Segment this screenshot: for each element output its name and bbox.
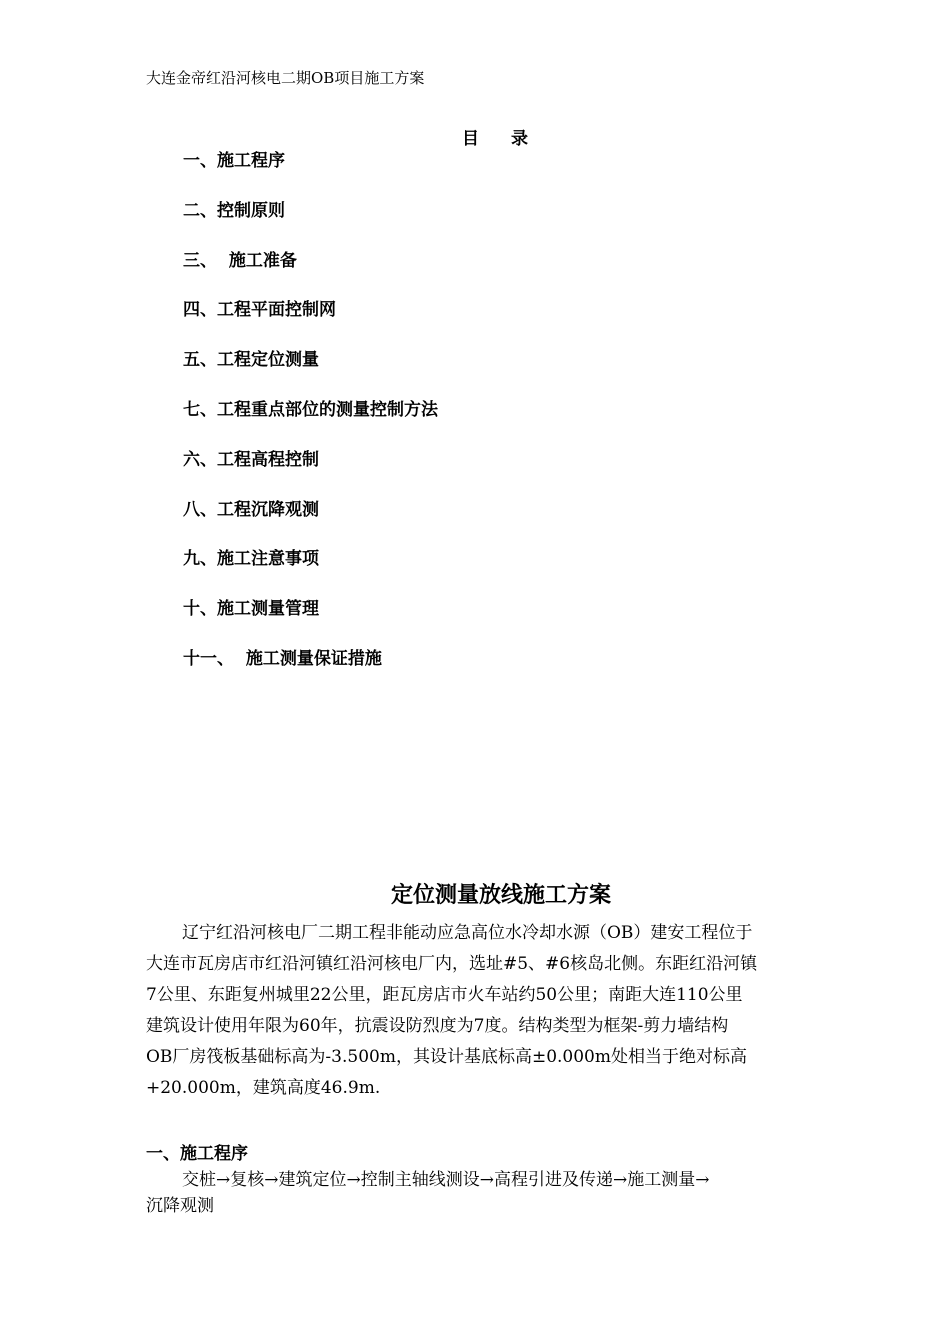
toc-item: 四、工程平面控制网 (183, 300, 336, 321)
toc-item: 七、工程重点部位的测量控制方法 (183, 399, 438, 420)
page-header: 大连金帝红沿河核电二期OB项目施工方案 (146, 69, 425, 87)
toc-item: 三、 施工准备 (183, 250, 297, 271)
toc-title-part-1: 目 (462, 129, 479, 149)
paragraph-line: 交桩→复核→建筑定位→控制主轴线测设→高程引进及传递→施工测量→ (182, 1170, 710, 1190)
toc-item: 六、工程高程控制 (183, 449, 319, 470)
toc-item: 十、施工测量管理 (183, 599, 319, 620)
toc-item: 九、施工注意事项 (183, 549, 319, 570)
paragraph-line: 大连市瓦房店市红沿河镇红沿河核电厂内，选址#5、#6核岛北侧。东距红沿河镇 (146, 954, 758, 974)
document-title: 定位测量放线施工方案 (390, 883, 611, 908)
toc-item: 八、工程沉降观测 (183, 499, 319, 520)
toc-item: 二、控制原则 (183, 200, 285, 221)
paragraph-line: 沉降观测 (146, 1196, 214, 1216)
section-paragraph (146, 1167, 810, 1219)
paragraph-line: OB厂房筏板基础标高为-3.500m，其设计基底标高±0.000m处相当于绝对标高 (146, 1047, 747, 1067)
toc-item: 五、工程定位测量 (183, 350, 319, 371)
toc-title (0, 124, 950, 149)
toc-item: 一、施工程序 (183, 151, 285, 171)
table-of-contents (183, 148, 438, 696)
paragraph-line: 7公里、东距复州城里22公里，距瓦房店市火车站约50公里；南距大连110公里 (146, 985, 743, 1005)
paragraph-line: 辽宁红沿河核电厂二期工程非能动应急高位水冷却水源（OB）建安工程位于 (182, 923, 753, 943)
paragraph-line: 建筑设计使用年限为60年，抗震设防烈度为7度。结构类型为框架-剪力墙结构 (146, 1016, 729, 1036)
toc-title-part-2: 录 (511, 129, 528, 149)
intro-paragraph (146, 918, 810, 1104)
paragraph-line: +20.000m，建筑高度46.9m. (146, 1078, 381, 1098)
toc-item: 十一、 施工测量保证措施 (183, 648, 382, 669)
section-heading: 一、施工程序 (146, 1144, 248, 1164)
